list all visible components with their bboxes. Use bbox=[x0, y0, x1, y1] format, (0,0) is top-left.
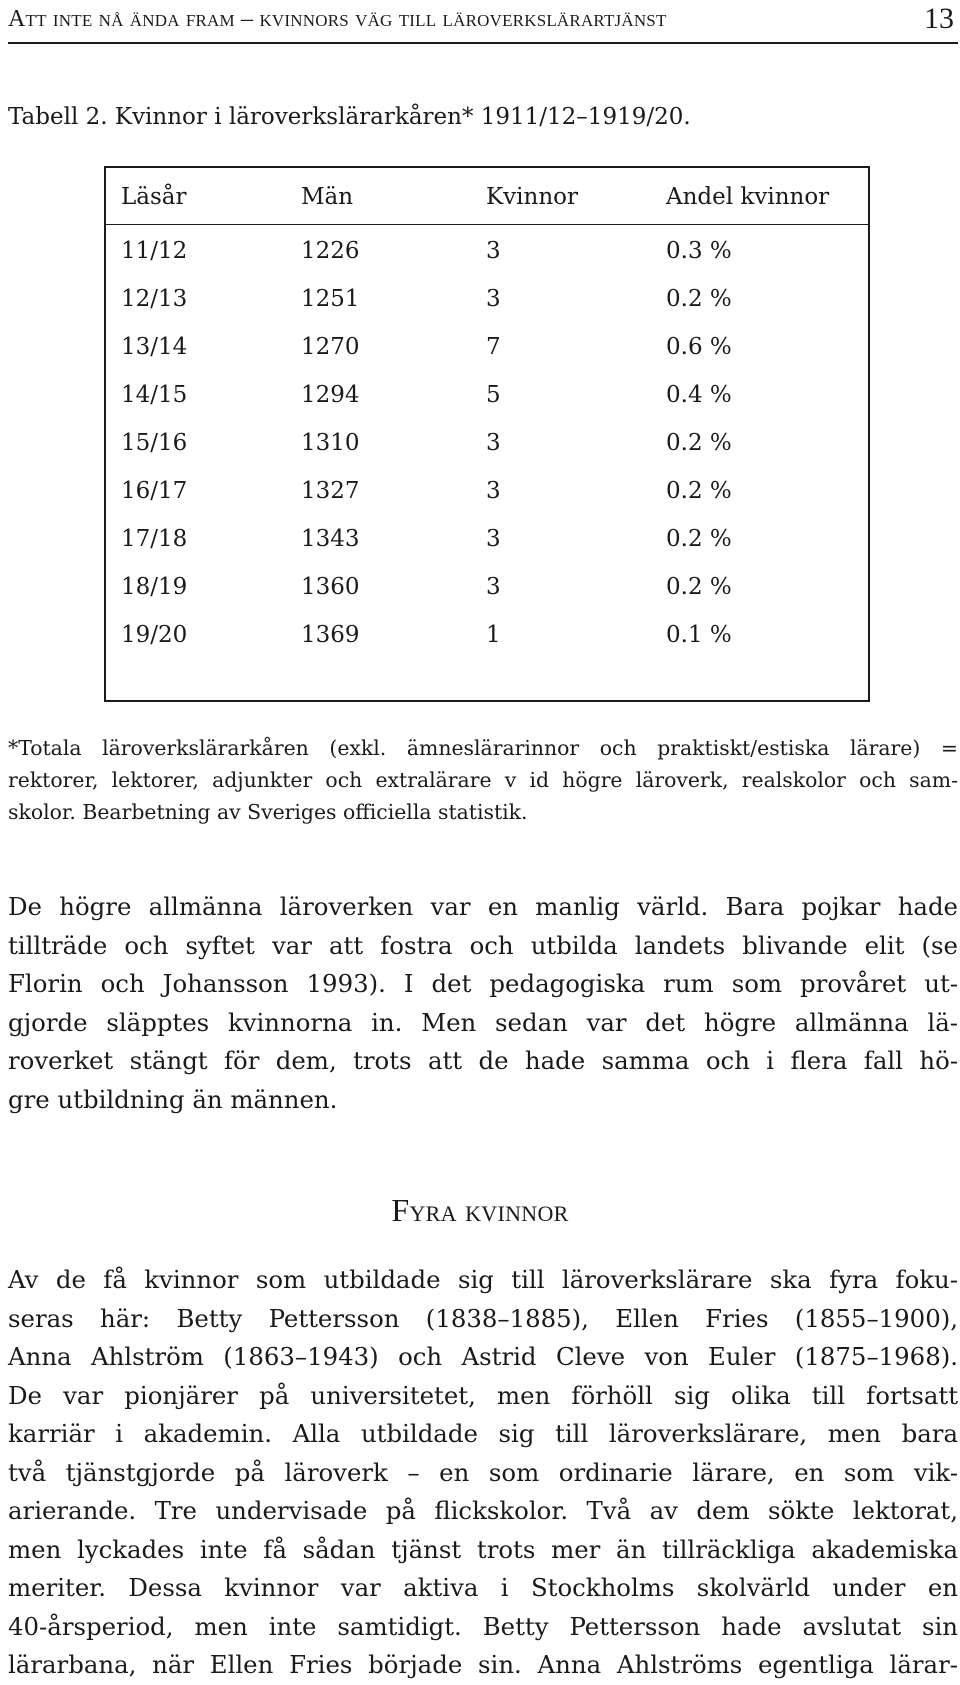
table-row bbox=[106, 622, 868, 670]
cell-andel: 0.6 % bbox=[666, 334, 732, 360]
table-row bbox=[106, 430, 868, 478]
table-row bbox=[106, 574, 868, 622]
cell-andel: 0.2 % bbox=[666, 478, 732, 504]
paragraph-line: Anna Ahlström (1863–1943) och Astrid Cleve von Euler (1875–1968). bbox=[8, 1342, 958, 1371]
cell-man: 1251 bbox=[301, 286, 360, 312]
running-header-title: Att inte nå ända fram – kvinnors väg till läroverkslärartjänst bbox=[8, 6, 667, 32]
cell-man: 1343 bbox=[301, 526, 360, 552]
cell-man: 1310 bbox=[301, 430, 360, 456]
table-header-row bbox=[106, 168, 868, 225]
table-row bbox=[106, 382, 868, 430]
cell-lasar: 15/16 bbox=[121, 430, 188, 456]
paragraph-line: lärarbana, när Ellen Fries började sin. Anna Ahlströms egentliga lärar- bbox=[8, 1650, 958, 1679]
table-footnote bbox=[8, 732, 958, 828]
cell-kvinnor: 3 bbox=[486, 574, 501, 600]
cell-kvinnor: 3 bbox=[486, 286, 501, 312]
paragraph-line: 40-årsperiod, men inte samtidigt. Betty Pettersson hade avslutat sin bbox=[8, 1611, 958, 1641]
cell-lasar: 19/20 bbox=[121, 622, 188, 648]
cell-man: 1226 bbox=[301, 238, 360, 264]
paragraph-line: seras här: Betty Pettersson (1838–1885), Ellen Fries (1855–1900), bbox=[8, 1303, 958, 1333]
column-header-kvinnor: Kvinnor bbox=[486, 184, 578, 210]
cell-andel: 0.2 % bbox=[666, 430, 732, 456]
cell-lasar: 17/18 bbox=[121, 526, 188, 552]
cell-kvinnor: 3 bbox=[486, 430, 501, 456]
footnote-line: *Totala läroverkslärarkåren (exkl. ämneslärarinnor och praktiskt/estiska lärare) = bbox=[8, 736, 958, 760]
cell-kvinnor: 3 bbox=[486, 478, 501, 504]
cell-kvinnor: 3 bbox=[486, 526, 501, 552]
table-row bbox=[106, 334, 868, 382]
section-heading: Fyra kvinnor bbox=[391, 1192, 569, 1228]
paragraph-line: karriär i akademin. Alla utbildade sig till läroverkslärare, men bara bbox=[8, 1419, 958, 1448]
column-header-man: Män bbox=[301, 184, 354, 210]
cell-man: 1369 bbox=[301, 622, 360, 648]
paragraph-line: De högre allmänna läroverken var en manlig värld. Bara pojkar hade bbox=[8, 892, 958, 921]
paragraph-line: Av de få kvinnor som utbildade sig till läroverkslärare ska fyra foku- bbox=[8, 1265, 958, 1294]
cell-man: 1327 bbox=[301, 478, 360, 504]
cell-kvinnor: 7 bbox=[486, 334, 501, 360]
page-number: 13 bbox=[924, 2, 954, 35]
cell-man: 1270 bbox=[301, 334, 360, 360]
cell-andel: 0.2 % bbox=[666, 574, 732, 600]
cell-andel: 0.3 % bbox=[666, 238, 732, 264]
paragraph-line: arierande. Tre undervisade på flickskolor. Två av dem sökte lektorat, bbox=[8, 1496, 958, 1525]
cell-andel: 0.4 % bbox=[666, 382, 732, 408]
table-row bbox=[106, 526, 868, 574]
table-row bbox=[106, 238, 868, 286]
cell-andel: 0.1 % bbox=[666, 622, 732, 648]
paragraph-line: gre utbildning än männen. bbox=[8, 1084, 338, 1114]
cell-kvinnor: 1 bbox=[486, 622, 501, 648]
cell-kvinnor: 5 bbox=[486, 382, 501, 408]
paragraph-line: roverket stängt för dem, trots att de hade samma och i flera fall hö- bbox=[8, 1046, 958, 1075]
cell-lasar: 14/15 bbox=[121, 382, 188, 408]
table-caption: Tabell 2. Kvinnor i läroverkslärarkåren* 1911/12–1919/20. bbox=[8, 104, 691, 130]
paragraph-line: meriter. Dessa kvinnor var aktiva i Stockholms skolvärld under en bbox=[8, 1573, 958, 1602]
paragraph-line: gjorde släpptes kvinnorna in. Men sedan var det högre allmänna lä- bbox=[8, 1007, 958, 1037]
cell-lasar: 11/12 bbox=[121, 238, 188, 264]
cell-lasar: 13/14 bbox=[121, 334, 188, 360]
paragraph-line: Florin och Johansson 1993). I det pedagogiska rum som provåret ut- bbox=[8, 969, 958, 998]
data-table bbox=[104, 166, 870, 702]
column-header-lasar: Läsår bbox=[121, 184, 187, 210]
paragraph-line: två tjänstgjorde på läroverk – en som ordinarie lärare, en som vik- bbox=[8, 1457, 958, 1487]
paragraph-line: De var pionjärer på universitetet, men förhöll sig olika till fortsatt bbox=[8, 1380, 958, 1410]
footnote-line: rektorer, lektorer, adjunkter och extralärare v id högre läroverk, realskolor och sam- bbox=[8, 768, 958, 792]
cell-lasar: 12/13 bbox=[121, 286, 188, 312]
table-row bbox=[106, 286, 868, 334]
cell-andel: 0.2 % bbox=[666, 526, 732, 552]
cell-kvinnor: 3 bbox=[486, 238, 501, 264]
cell-lasar: 18/19 bbox=[121, 574, 188, 600]
cell-man: 1360 bbox=[301, 574, 360, 600]
paragraph-line: men lyckades inte få sådan tjänst trots mer än tillräckliga akademiska bbox=[8, 1534, 958, 1564]
cell-lasar: 16/17 bbox=[121, 478, 188, 504]
paragraph-line: tillträde och syftet var att fostra och utbilda landets blivande elit (se bbox=[8, 930, 958, 960]
table-row bbox=[106, 478, 868, 526]
column-header-andel: Andel kvinnor bbox=[666, 184, 830, 210]
cell-man: 1294 bbox=[301, 382, 360, 408]
cell-andel: 0.2 % bbox=[666, 286, 732, 312]
paragraph-intro bbox=[8, 888, 958, 1119]
footnote-line: skolor. Bearbetning av Sveriges officiella statistik. bbox=[8, 800, 528, 824]
running-header bbox=[8, 0, 958, 44]
paragraph-fyra-kvinnor bbox=[8, 1261, 958, 1685]
